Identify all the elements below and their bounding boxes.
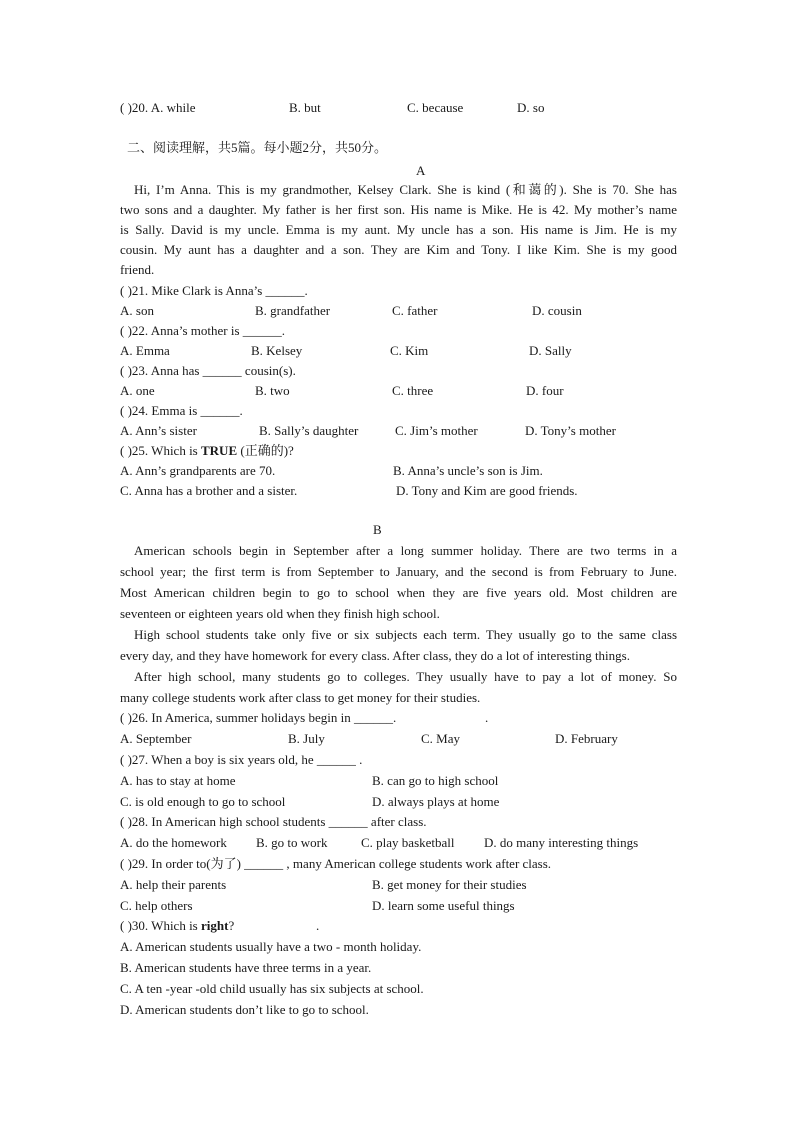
q22-option-d: D. Sally: [529, 343, 572, 358]
q24-option-c: C. Jim’s mother: [395, 423, 478, 438]
passage-b-line: American schools begin in September after a long summer holiday. There are two terms in a: [134, 543, 677, 558]
q20-stem: ( )20. A. while: [120, 100, 196, 115]
q30-option-c: C. A ten -year -old child usually has six subjects at school.: [120, 981, 424, 996]
q30-tail: .: [316, 918, 320, 933]
q29-stem: ( )29. In order to(为了) ______ , many American college students work after class.: [120, 856, 552, 871]
q25-stem-pre: ( )25. Which is: [120, 443, 201, 458]
q20-option-b: B. but: [289, 100, 321, 115]
passage-a-line: Hi, I’m Anna. This is my grandmother, Kelsey Clark. She is kind (和蔼的). She is 70. She has: [134, 182, 677, 197]
q27-stem: ( )27. When a boy is six years old, he ______ .: [120, 752, 363, 767]
q24-option-b: B. Sally’s daughter: [259, 423, 359, 438]
q26-option-c: C. May: [421, 731, 460, 746]
passage-a-line: is Sally. David is my uncle. Emma is my aunt. My uncle has a son. His name is Jim. He is my: [120, 222, 677, 237]
q21-option-c: C. father: [392, 303, 438, 318]
q28-option-d: D. do many interesting things: [484, 835, 639, 850]
q28-option-a: A. do the homework: [120, 835, 227, 850]
passage-a: [120, 180, 677, 280]
passage-a-label: A: [416, 163, 426, 178]
q27-option-d: D. always plays at home: [372, 794, 500, 809]
q25-stem-post: (正确的)?: [237, 443, 294, 458]
q29-option-c: C. help others: [120, 898, 193, 913]
passage-a-line: cousin. My aunt has a daughter and a son. They are Kim and Tony. I like Kim. She is my good: [120, 242, 677, 257]
passage-b-line: Most American children begin to go to school when they are five years old. Most children are: [120, 585, 677, 600]
q22-option-c: C. Kim: [390, 343, 429, 358]
q20-option-c: C. because: [407, 100, 464, 115]
q22-option-a: A. Emma: [120, 343, 170, 358]
q24-option-a: A. Ann’s sister: [120, 423, 197, 438]
q22-option-b: B. Kelsey: [251, 343, 303, 358]
q27-option-a: A. has to stay at home: [120, 773, 236, 788]
q22-stem: ( )22. Anna’s mother is ______.: [120, 323, 286, 338]
q30-option-a: A. American students usually have a two - month holiday.: [120, 939, 422, 954]
q21-option-a: A. son: [120, 303, 154, 318]
passage-b-line: every day, and they have homework for every class. After class, they do a lot of interesting things.: [120, 648, 630, 663]
q21-option-b: B. grandfather: [255, 303, 331, 318]
q25-option-b: B. Anna’s uncle’s son is Jim.: [393, 463, 543, 478]
q23-option-a: A. one: [120, 383, 155, 398]
passage-a-line: friend.: [120, 262, 155, 277]
q28-stem: ( )28. In American high school students ______ after class.: [120, 814, 427, 829]
passage-b-line: High school students take only five or six subjects each term. They usually go to the same class: [134, 627, 677, 642]
passage-b-line: many college students work after class to get money for their studies.: [120, 690, 481, 705]
passage-a-line: two sons and a daughter. My father is her first son. His name is Mike. He is 42. My mother’s name: [120, 202, 677, 217]
q23-option-c: C. three: [392, 383, 434, 398]
q23-option-d: D. four: [526, 383, 564, 398]
q30-stem: [120, 918, 234, 934]
q26-stem: ( )26. In America, summer holidays begin in ______.: [120, 710, 397, 725]
q25-stem: [120, 443, 294, 459]
q25-stem-bold: TRUE: [201, 443, 238, 458]
section-header: 二、阅读理解，共5篇。每小题2分，共50分。: [127, 140, 388, 155]
passage-b: [120, 540, 677, 708]
q24-option-d: D. Tony’s mother: [525, 423, 616, 438]
q30-stem-post: ?: [228, 918, 235, 933]
q20-option-d: D. so: [517, 100, 545, 115]
q28-option-b: B. go to work: [256, 835, 328, 850]
q30-option-d: D. American students don’t like to go to school.: [120, 1002, 369, 1017]
q30-stem-pre: ( )30. Which is: [120, 918, 201, 933]
q30-stem-bold: right: [201, 918, 229, 933]
passage-b-line: After high school, many students go to colleges. They usually have to pay a lot of money. So: [134, 669, 677, 684]
q26-option-b: B. July: [288, 731, 325, 746]
passage-b-line: seventeen or eighteen years old when they finish high school.: [120, 606, 440, 621]
q23-stem: ( )23. Anna has ______ cousin(s).: [120, 363, 296, 378]
passage-b-line: school year; the first term is from September to January, and the second is from February to June.: [120, 564, 677, 579]
q23-option-b: B. two: [255, 383, 290, 398]
q21-option-d: D. cousin: [532, 303, 582, 318]
q26-tail: .: [485, 710, 489, 725]
q25-option-c: C. Anna has a brother and a sister.: [120, 483, 298, 498]
q21-stem: ( )21. Mike Clark is Anna’s ______.: [120, 283, 308, 298]
q25-option-a: A. Ann’s grandparents are 70.: [120, 463, 276, 478]
q30-option-b: B. American students have three terms in a year.: [120, 960, 372, 975]
q26-option-a: A. September: [120, 731, 192, 746]
q28-option-c: C. play basketball: [361, 835, 455, 850]
q27-option-c: C. is old enough to go to school: [120, 794, 286, 809]
q29-option-b: B. get money for their studies: [372, 877, 527, 892]
q25-option-d: D. Tony and Kim are good friends.: [396, 483, 578, 498]
q27-option-b: B. can go to high school: [372, 773, 499, 788]
passage-b-label: B: [373, 522, 382, 537]
q29-option-a: A. help their parents: [120, 877, 227, 892]
q24-stem: ( )24. Emma is ______.: [120, 403, 243, 418]
q29-option-d: D. learn some useful things: [372, 898, 515, 913]
q26-option-d: D. February: [555, 731, 618, 746]
